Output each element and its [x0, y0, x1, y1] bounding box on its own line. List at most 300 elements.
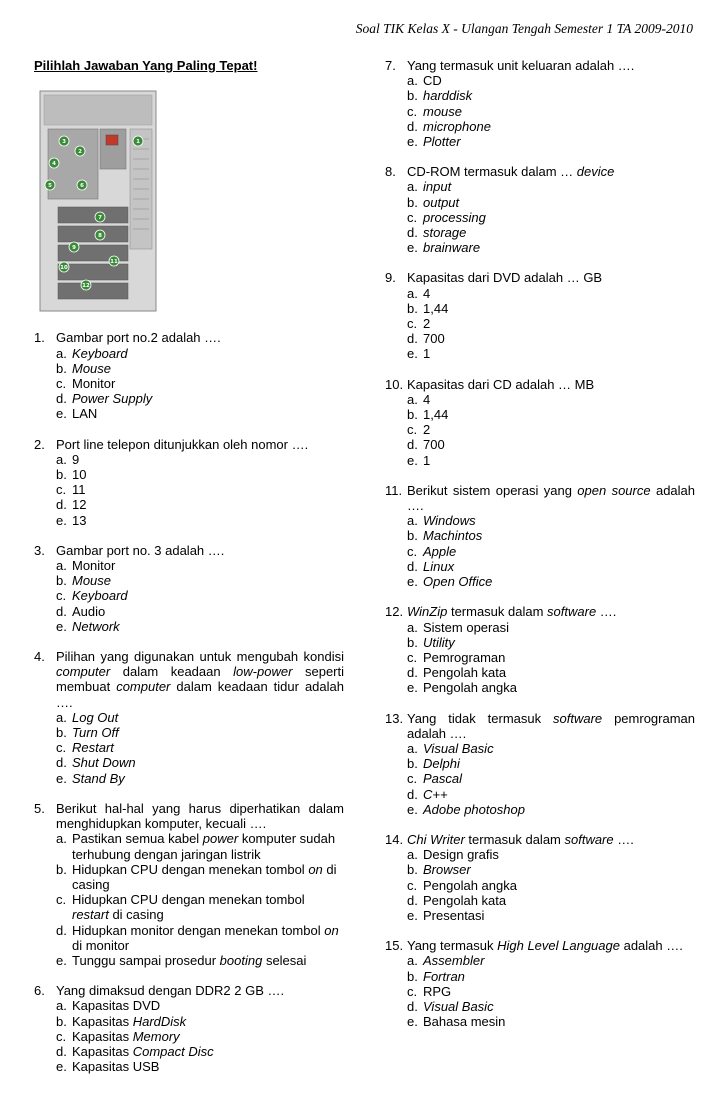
question-number: 2.: [34, 436, 45, 452]
option-letter: d.: [407, 558, 418, 574]
question-text: Pilihan yang digunakan untuk mengubah kondisi computer dalam keadaan low-power seperti membuat computer dalam keadaan tidur adalah ….: [56, 649, 344, 710]
question-text: Gambar port no. 3 adalah ….: [56, 542, 225, 558]
option-text: 1,44: [423, 300, 449, 316]
option-letter: e.: [407, 680, 418, 696]
option-text: brainware: [423, 240, 481, 256]
option-letter: a.: [407, 740, 418, 756]
option-list: [56, 831, 344, 968]
option-text: Hidupkan CPU dengan menekan tombol restart di casing: [72, 892, 305, 923]
option-letter: b.: [56, 360, 67, 376]
option-item: [407, 635, 695, 650]
option-item: [407, 104, 695, 119]
question-number: 6.: [34, 983, 45, 999]
callout-label: 1: [136, 139, 140, 146]
option-text: Pascal: [423, 771, 463, 787]
option-item: [407, 346, 695, 361]
option-item: [407, 787, 695, 802]
question-text: Port line telepon ditunjukkan oleh nomor ….: [56, 436, 309, 452]
option-text: Stand By: [72, 770, 125, 786]
option-item: [56, 391, 344, 406]
option-text: Kapasitas DVD: [72, 998, 161, 1014]
option-letter: d.: [407, 892, 418, 908]
option-list: [407, 847, 695, 923]
option-text: Bahasa mesin: [423, 1014, 506, 1030]
option-item: [56, 953, 344, 968]
option-letter: b.: [407, 300, 418, 316]
option-letter: c.: [56, 892, 67, 908]
option-text: 12: [72, 497, 87, 513]
option-text: Network: [72, 618, 120, 634]
option-letter: d.: [56, 497, 67, 513]
option-letter: c.: [56, 740, 67, 756]
option-letter: e.: [407, 574, 418, 590]
option-item: [407, 999, 695, 1014]
option-letter: d.: [407, 437, 418, 453]
option-item: [407, 953, 695, 968]
option-item: [56, 467, 344, 482]
option-item: [56, 1059, 344, 1074]
question-item: [385, 938, 695, 1029]
question-item: [385, 711, 695, 817]
option-text: Kapasitas Compact Disc: [72, 1043, 214, 1059]
option-letter: a.: [56, 709, 67, 725]
option-text: Assembler: [423, 953, 485, 969]
question-number: 4.: [34, 649, 45, 665]
option-letter: e.: [56, 770, 67, 786]
option-item: [56, 406, 344, 421]
right-column: [385, 58, 695, 1044]
option-item: [407, 195, 695, 210]
option-item: [407, 650, 695, 665]
option-text: 4: [423, 285, 431, 301]
callout-label: 10: [60, 265, 68, 272]
option-letter: e.: [407, 907, 418, 923]
question-item: [385, 832, 695, 923]
question-number: 13.: [385, 710, 404, 726]
option-list: [407, 179, 695, 255]
option-text: Delphi: [423, 756, 460, 772]
option-text: Log Out: [72, 709, 119, 725]
option-text: Pemrograman: [423, 649, 506, 665]
callout-label: 6: [80, 183, 84, 190]
option-text: Monitor: [72, 376, 116, 392]
option-item: [407, 513, 695, 528]
question-item: [385, 58, 695, 149]
option-letter: a.: [407, 847, 418, 863]
option-text: LAN: [72, 406, 98, 422]
option-list: [407, 392, 695, 468]
option-text: Visual Basic: [423, 998, 494, 1014]
option-text: 1: [423, 346, 431, 362]
option-item: [56, 376, 344, 391]
option-letter: b.: [407, 862, 418, 878]
option-letter: d.: [407, 665, 418, 681]
option-letter: c.: [56, 376, 67, 392]
option-text: Plotter: [423, 134, 461, 150]
callout-label: 2: [78, 149, 82, 156]
callout-label: 8: [98, 233, 102, 240]
option-text: output: [423, 194, 460, 210]
option-item: [407, 665, 695, 680]
option-item: [56, 573, 344, 588]
option-letter: a.: [56, 831, 67, 847]
option-text: harddisk: [423, 88, 473, 104]
option-text: 700: [423, 437, 445, 453]
option-list: [56, 346, 344, 422]
option-item: [407, 893, 695, 908]
option-list: [407, 513, 695, 589]
option-text: Pengolah kata: [423, 892, 507, 908]
question-item: [34, 801, 344, 968]
option-item: [56, 361, 344, 376]
option-text: 700: [423, 331, 445, 347]
question-number: 3.: [34, 542, 45, 558]
option-text: Windows: [423, 513, 476, 529]
option-item: [56, 740, 344, 755]
option-list: [407, 741, 695, 817]
option-text: Monitor: [72, 558, 116, 574]
question-list-left: [34, 330, 344, 1074]
question-number: 1.: [34, 330, 45, 346]
option-text: Design grafis: [423, 847, 499, 863]
callout-label: 12: [82, 283, 90, 290]
option-list: [56, 452, 344, 528]
option-letter: d.: [56, 755, 67, 771]
option-item: [407, 119, 695, 134]
option-letter: e.: [56, 512, 67, 528]
question-text: Berikut hal-hal yang harus diperhatikan dalam menghidupkan komputer, kecuali ….: [56, 800, 344, 832]
option-letter: c.: [407, 771, 418, 787]
option-letter: c.: [407, 422, 418, 438]
option-item: [407, 620, 695, 635]
option-letter: b.: [56, 861, 67, 877]
option-item: [407, 210, 695, 225]
option-item: [56, 831, 344, 861]
option-text: Pengolah kata: [423, 665, 507, 681]
option-letter: e.: [56, 952, 67, 968]
option-item: [56, 771, 344, 786]
option-item: [407, 88, 695, 103]
option-text: 4: [423, 391, 431, 407]
option-letter: e.: [56, 618, 67, 634]
option-item: [407, 528, 695, 543]
question-text: Kapasitas dari DVD adalah … GB: [407, 270, 603, 286]
question-item: [385, 270, 695, 361]
option-item: [56, 452, 344, 467]
option-letter: c.: [56, 482, 67, 498]
option-letter: c.: [407, 316, 418, 332]
option-text: Shut Down: [72, 755, 136, 771]
option-item: [56, 755, 344, 770]
option-text: Mouse: [72, 573, 112, 589]
option-text: Kapasitas Memory: [72, 1028, 180, 1044]
option-letter: d.: [407, 998, 418, 1014]
option-item: [407, 392, 695, 407]
option-item: [56, 1014, 344, 1029]
option-text: Audio: [72, 603, 106, 619]
option-item: [407, 316, 695, 331]
option-item: [407, 756, 695, 771]
option-letter: e.: [407, 346, 418, 362]
option-letter: c.: [407, 543, 418, 559]
option-letter: a.: [407, 179, 418, 195]
left-column: [34, 58, 344, 1089]
option-list: [56, 998, 344, 1074]
question-text: WinZip termasuk dalam software ….: [407, 604, 617, 620]
option-text: Adobe photoshop: [423, 801, 525, 817]
option-letter: b.: [56, 725, 67, 741]
page-header: Soal TIK Kelas X - Ulangan Tengah Semester 1 TA 2009-2010: [355, 21, 693, 36]
option-text: Pastikan semua kabel power komputer sudah terhubung dengan jaringan listrik: [72, 831, 336, 862]
option-item: [407, 286, 695, 301]
option-letter: d.: [407, 331, 418, 347]
option-letter: e.: [407, 801, 418, 817]
option-item: [56, 1044, 344, 1059]
option-text: 10: [72, 467, 87, 483]
option-text: Machintos: [423, 528, 483, 544]
option-text: Kapasitas USB: [72, 1059, 160, 1075]
option-item: [56, 497, 344, 512]
option-item: [56, 923, 344, 953]
option-letter: a.: [407, 953, 418, 969]
option-list: [407, 953, 695, 1029]
option-letter: a.: [407, 513, 418, 529]
option-item: [407, 984, 695, 999]
option-letter: d.: [56, 1043, 67, 1059]
option-letter: a.: [407, 285, 418, 301]
option-item: [407, 680, 695, 695]
option-text: Turn Off: [72, 725, 119, 741]
option-letter: a.: [56, 451, 67, 467]
question-item: [34, 437, 344, 528]
option-item: [407, 301, 695, 316]
question-item: [34, 983, 344, 1074]
option-item: [56, 1029, 344, 1044]
callout-label: 5: [48, 183, 52, 190]
question-number: 9.: [385, 270, 396, 286]
option-text: microphone: [423, 118, 491, 134]
question-number: 15.: [385, 938, 404, 954]
option-letter: a.: [56, 345, 67, 361]
option-text: Kapasitas HardDisk: [72, 1013, 187, 1029]
option-text: Presentasi: [423, 907, 485, 923]
question-number: 11.: [385, 482, 403, 498]
option-letter: a.: [56, 558, 67, 574]
option-item: [56, 892, 344, 922]
option-item: [407, 240, 695, 255]
option-item: [407, 908, 695, 923]
option-letter: c.: [407, 877, 418, 893]
option-list: [407, 620, 695, 696]
option-item: [407, 969, 695, 984]
option-letter: e.: [56, 1059, 67, 1075]
option-text: Hidupkan CPU dengan menekan tombol on di casing: [72, 861, 337, 892]
option-letter: a.: [407, 619, 418, 635]
option-item: [407, 73, 695, 88]
option-item: [56, 725, 344, 740]
question-text: Berikut sistem operasi yang open source adalah ….: [407, 482, 696, 514]
option-letter: d.: [407, 118, 418, 134]
option-item: [407, 862, 695, 877]
option-text: Browser: [423, 862, 471, 878]
question-text: Yang dimaksud dengan DDR2 2 GB ….: [56, 983, 285, 999]
option-letter: d.: [56, 922, 67, 938]
option-text: Mouse: [72, 360, 112, 376]
option-letter: a.: [56, 998, 67, 1014]
option-text: Pengolah angka: [423, 877, 517, 893]
option-item: [407, 559, 695, 574]
option-letter: d.: [56, 603, 67, 619]
option-item: [407, 802, 695, 817]
option-letter: b.: [56, 1013, 67, 1029]
option-item: [407, 453, 695, 468]
option-text: 1: [423, 452, 431, 468]
question-text: Kapasitas dari CD adalah … MB: [407, 376, 595, 392]
option-text: Open Office: [423, 574, 493, 590]
option-text: Restart: [72, 740, 114, 756]
question-number: 7.: [385, 58, 396, 73]
computer-back-panel-figure: [38, 89, 158, 313]
question-text: Chi Writer termasuk dalam software ….: [407, 831, 634, 847]
option-text: Utility: [423, 634, 455, 650]
option-text: Power Supply: [72, 391, 153, 407]
option-letter: c.: [56, 1028, 67, 1044]
question-text: Yang termasuk High Level Language adalah ….: [407, 938, 683, 954]
option-item: [407, 771, 695, 786]
option-item: [56, 862, 344, 892]
option-letter: e.: [56, 406, 67, 422]
option-letter: b.: [407, 194, 418, 210]
callout-label: 9: [72, 245, 76, 252]
option-item: [407, 179, 695, 194]
option-text: 1,44: [423, 407, 449, 423]
option-letter: b.: [407, 88, 418, 104]
option-letter: d.: [56, 391, 67, 407]
question-number: 14.: [385, 831, 404, 847]
option-item: [56, 346, 344, 361]
option-list: [407, 286, 695, 362]
option-text: input: [423, 179, 452, 195]
option-letter: e.: [407, 452, 418, 468]
option-text: storage: [423, 225, 467, 241]
option-text: Tunggu sampai prosedur booting selesai: [72, 952, 307, 968]
question-list-right: [385, 58, 695, 1029]
instruction: Pilihlah Jawaban Yang Paling Tepat!: [34, 58, 258, 73]
option-list: [56, 710, 344, 786]
option-text: mouse: [423, 103, 463, 119]
option-item: [407, 1014, 695, 1029]
option-item: [56, 482, 344, 497]
option-item: [407, 437, 695, 452]
option-letter: e.: [407, 1014, 418, 1030]
option-letter: c.: [407, 209, 418, 225]
option-letter: b.: [407, 968, 418, 984]
option-text: CD: [423, 73, 442, 89]
option-letter: c.: [407, 983, 418, 999]
question-item: [34, 543, 344, 634]
option-text: Keyboard: [72, 345, 128, 361]
option-text: Fortran: [423, 968, 465, 984]
question-item: [34, 649, 344, 786]
callout-label: 11: [110, 259, 118, 266]
option-item: [407, 878, 695, 893]
option-letter: c.: [56, 588, 67, 604]
option-text: 9: [72, 451, 80, 467]
option-letter: b.: [56, 467, 67, 483]
option-item: [407, 422, 695, 437]
option-text: Sistem operasi: [423, 619, 509, 635]
question-number: 10.: [385, 376, 404, 392]
question-text: Yang termasuk unit keluaran adalah ….: [407, 58, 635, 73]
option-letter: b.: [407, 528, 418, 544]
question-number: 5.: [34, 800, 45, 816]
option-item: [407, 134, 695, 149]
option-letter: d.: [407, 786, 418, 802]
option-letter: b.: [407, 634, 418, 650]
option-list: [56, 558, 344, 634]
question-text: Yang tidak termasuk software pemrograman adalah ….: [407, 710, 695, 741]
option-item: [56, 619, 344, 634]
option-item: [407, 741, 695, 756]
option-text: 13: [72, 512, 87, 528]
option-letter: b.: [407, 407, 418, 423]
option-item: [407, 331, 695, 346]
option-letter: c.: [407, 649, 418, 665]
question-number: 8.: [385, 164, 396, 180]
option-text: 2: [423, 422, 431, 438]
option-text: Keyboard: [72, 588, 128, 604]
option-item: [56, 998, 344, 1013]
question-text: CD-ROM termasuk dalam … device: [407, 164, 615, 180]
option-item: [407, 407, 695, 422]
option-item: [407, 544, 695, 559]
option-text: 11: [72, 482, 86, 498]
option-letter: a.: [407, 391, 418, 407]
option-text: Visual Basic: [423, 740, 494, 756]
question-item: [34, 330, 344, 421]
question-item: [385, 377, 695, 468]
option-list: [407, 73, 695, 149]
option-text: C++: [423, 786, 448, 802]
question-text: Gambar port no.2 adalah ….: [56, 330, 221, 346]
option-item: [56, 604, 344, 619]
option-text: Hidupkan monitor dengan menekan tombol on di monitor: [72, 922, 339, 953]
option-text: RPG: [423, 983, 452, 999]
option-letter: d.: [407, 225, 418, 241]
question-item: [385, 604, 695, 695]
option-letter: b.: [407, 756, 418, 772]
option-item: [407, 847, 695, 862]
question-number: 12.: [385, 604, 404, 620]
option-text: Pengolah angka: [423, 680, 517, 696]
option-letter: e.: [407, 134, 418, 150]
option-text: Apple: [423, 543, 457, 559]
option-item: [407, 574, 695, 589]
question-item: [385, 164, 695, 255]
callout-label: 7: [98, 215, 102, 222]
option-item: [407, 225, 695, 240]
option-item: [56, 710, 344, 725]
option-text: Linux: [423, 558, 455, 574]
option-letter: e.: [407, 240, 418, 256]
question-item: [385, 483, 695, 589]
option-letter: a.: [407, 73, 418, 89]
callout-label: 3: [62, 139, 66, 146]
callout-label: 4: [52, 161, 56, 168]
option-item: [56, 513, 344, 528]
option-letter: b.: [56, 573, 67, 589]
option-text: processing: [423, 209, 486, 225]
